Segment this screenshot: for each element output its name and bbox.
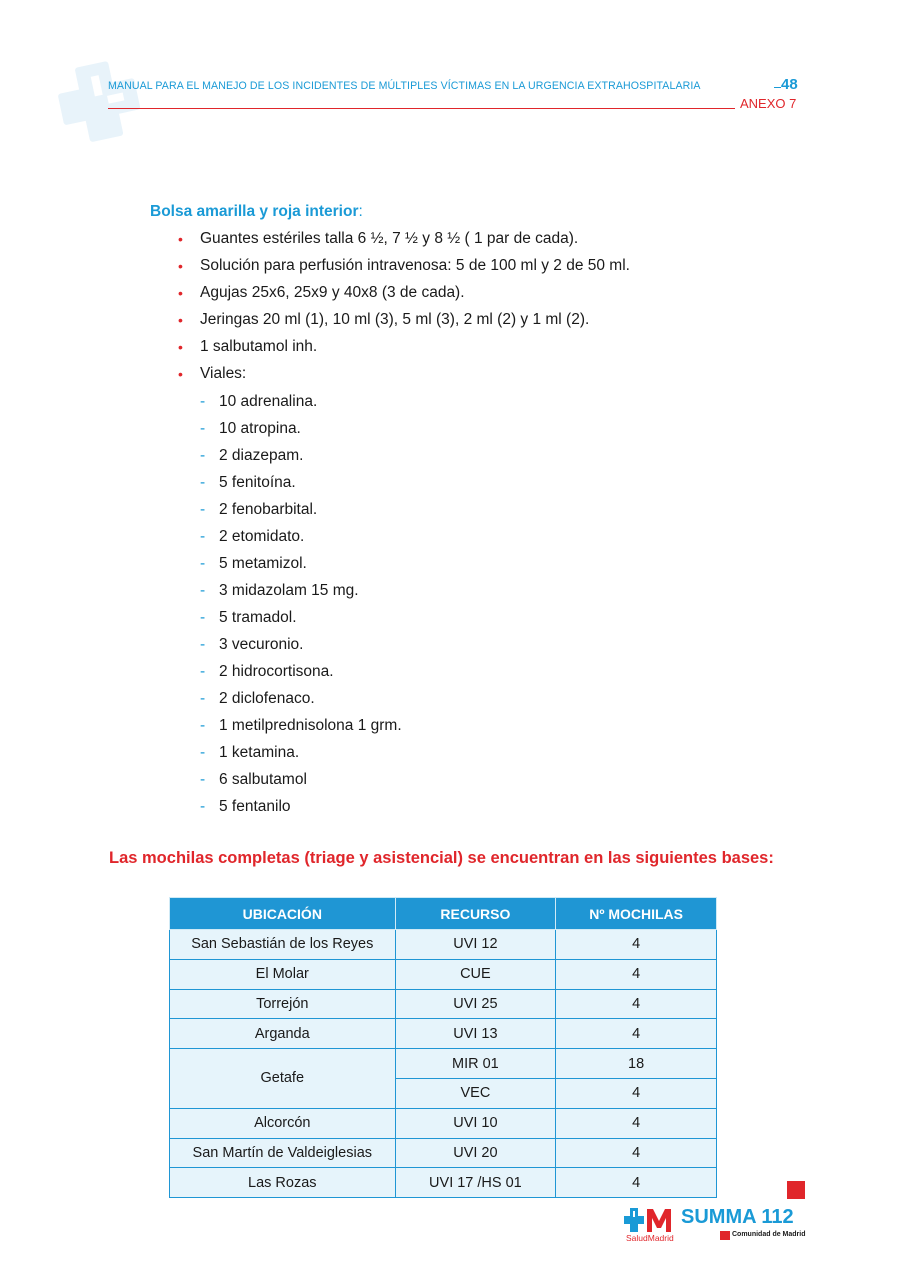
- cell-recurso: VEC: [395, 1078, 556, 1108]
- sub-list-item: [200, 769, 402, 796]
- sub-list-item-text: 2 hidrocortisona.: [219, 663, 334, 680]
- sub-list-item: [200, 607, 402, 634]
- section-heading-colon: :: [358, 203, 363, 220]
- table-row: [170, 1108, 717, 1138]
- sub-list-item: [200, 634, 402, 661]
- document-title: MANUAL PARA EL MANEJO DE LOS INCIDENTES DE MÚLTIPLES VÍCTIMAS EN LA URGENCIA EXTRAHOSPITALARIA: [108, 80, 701, 92]
- sub-list-item-text: 2 diazepam.: [219, 447, 304, 464]
- cell-recurso: UVI 25: [395, 989, 556, 1019]
- dash-icon: -: [200, 582, 206, 599]
- bullet-icon: •: [178, 339, 183, 355]
- cell-mochilas: 4: [556, 1168, 717, 1198]
- sub-list-item-text: 5 fentanilo: [219, 798, 291, 815]
- sub-list-item-text: 1 metilprednisolona 1 grm.: [219, 717, 402, 734]
- comunidad-madrid-label: Comunidad de Madrid: [732, 1231, 806, 1238]
- bullet-icon: •: [178, 312, 183, 328]
- list-item: [178, 228, 630, 255]
- list-item: [178, 282, 630, 309]
- dash-icon: -: [200, 420, 206, 437]
- header-divider: [108, 108, 735, 109]
- dash-icon: -: [200, 609, 206, 626]
- cell-ubicacion: Torrejón: [170, 989, 396, 1019]
- sub-list-item: [200, 445, 402, 472]
- list-item: [178, 363, 630, 390]
- sub-list-item-text: 5 tramadol.: [219, 609, 297, 626]
- summa-112-logo: SUMMA 112: [681, 1206, 794, 1228]
- column-header-recurso: RECURSO: [395, 898, 556, 930]
- cell-recurso: UVI 17 /HS 01: [395, 1168, 556, 1198]
- cell-recurso: CUE: [395, 959, 556, 989]
- list-item-text: Jeringas 20 ml (1), 10 ml (3), 5 ml (3), 2 ml (2) y 1 ml (2).: [200, 311, 590, 328]
- page-number-dash: [774, 87, 781, 88]
- bullet-icon: •: [178, 231, 183, 247]
- cell-ubicacion: Alcorcón: [170, 1108, 396, 1138]
- sub-list-item-text: 6 salbutamol: [219, 771, 307, 788]
- bullet-icon: •: [178, 366, 183, 382]
- list-item-text: Guantes estériles talla 6 ½, 7 ½ y 8 ½ ( 1 par de cada).: [200, 230, 579, 247]
- sub-list-item-text: 1 ketamina.: [219, 744, 300, 761]
- sub-list-item-text: 3 vecuronio.: [219, 636, 304, 653]
- dash-icon: -: [200, 501, 206, 518]
- cell-ubicacion: San Martín de Valdeiglesias: [170, 1138, 396, 1168]
- sub-list-item-text: 10 atropina.: [219, 420, 301, 437]
- dash-icon: -: [200, 393, 206, 410]
- dash-icon: -: [200, 528, 206, 545]
- sub-list-item-text: 5 metamizol.: [219, 555, 307, 572]
- sub-list-item-text: 2 etomidato.: [219, 528, 305, 545]
- table-row: [170, 1019, 717, 1049]
- sub-list-item: [200, 499, 402, 526]
- dash-icon: -: [200, 771, 206, 788]
- cell-ubicacion: El Molar: [170, 959, 396, 989]
- cell-mochilas: 4: [556, 1138, 717, 1168]
- dash-icon: -: [200, 447, 206, 464]
- table-row: [170, 1049, 717, 1079]
- cell-recurso: UVI 12: [395, 930, 556, 960]
- list-item-text: 1 salbutamol inh.: [200, 338, 318, 355]
- table-row: [170, 989, 717, 1019]
- table-row: [170, 1138, 717, 1168]
- sub-list-item-text: 2 fenobarbital.: [219, 501, 318, 518]
- cell-ubicacion: Las Rozas: [170, 1168, 396, 1198]
- cell-recurso: UVI 20: [395, 1138, 556, 1168]
- dash-icon: -: [200, 636, 206, 653]
- red-square-mark: [787, 1181, 805, 1199]
- column-header-mochilas: Nº MOCHILAS: [556, 898, 717, 930]
- sub-list-item: [200, 580, 402, 607]
- sub-list-item-text: 2 diclofenaco.: [219, 690, 315, 707]
- table-row: [170, 959, 717, 989]
- comunidad-madrid-flag-icon: [720, 1231, 730, 1240]
- table-row: [170, 930, 717, 960]
- dash-icon: -: [200, 474, 206, 491]
- cell-mochilas: 4: [556, 930, 717, 960]
- list-item-text: Agujas 25x6, 25x9 y 40x8 (3 de cada).: [200, 284, 465, 301]
- cell-ubicacion: Arganda: [170, 1019, 396, 1049]
- list-item-text: Solución para perfusión intravenosa: 5 de 100 ml y 2 de 50 ml.: [200, 257, 630, 274]
- cell-ubicacion: Getafe: [170, 1049, 396, 1109]
- page-number: 48: [781, 76, 798, 93]
- list-item-text: Viales:: [200, 365, 247, 382]
- sub-list-item: [200, 526, 402, 553]
- list-item: [178, 309, 630, 336]
- salud-madrid-logo-icon: [623, 1206, 678, 1234]
- sub-list-item: [200, 742, 402, 769]
- bullet-icon: •: [178, 285, 183, 301]
- sub-list-item: [200, 715, 402, 742]
- bullet-icon: •: [178, 258, 183, 274]
- sub-list-item: [200, 391, 402, 418]
- cell-mochilas: 4: [556, 959, 717, 989]
- column-header-ubicacion: UBICACIÓN: [170, 898, 396, 930]
- cell-recurso: UVI 10: [395, 1108, 556, 1138]
- supply-list: [178, 228, 630, 390]
- list-item: [178, 255, 630, 282]
- sub-list-item-text: 3 midazolam 15 mg.: [219, 582, 359, 599]
- dash-icon: -: [200, 798, 206, 815]
- dash-icon: -: [200, 744, 206, 761]
- annex-label: ANEXO 7: [740, 96, 797, 111]
- cell-mochilas: 4: [556, 1078, 717, 1108]
- cell-recurso: UVI 13: [395, 1019, 556, 1049]
- sub-list-item-text: 5 fenitoína.: [219, 474, 296, 491]
- list-item: [178, 336, 630, 363]
- dash-icon: -: [200, 690, 206, 707]
- sub-list-item: [200, 688, 402, 715]
- salud-madrid-label: SaludMadrid: [626, 1233, 674, 1243]
- table-row: [170, 1168, 717, 1198]
- sub-list-item: [200, 796, 402, 823]
- table-header-row: [170, 898, 717, 930]
- section-heading-text: Bolsa amarilla y roja interior: [150, 203, 359, 220]
- sub-list-item: [200, 553, 402, 580]
- cell-mochilas: 18: [556, 1049, 717, 1079]
- cell-mochilas: 4: [556, 989, 717, 1019]
- sub-list-item-text: 10 adrenalina.: [219, 393, 318, 410]
- dash-icon: -: [200, 555, 206, 572]
- sub-list-item: [200, 661, 402, 688]
- sub-list-item: [200, 472, 402, 499]
- bases-table: [169, 897, 717, 1198]
- cell-mochilas: 4: [556, 1019, 717, 1049]
- section-heading: [150, 203, 363, 221]
- cell-ubicacion: San Sebastián de los Reyes: [170, 930, 396, 960]
- viales-list: [200, 391, 402, 823]
- cell-mochilas: 4: [556, 1108, 717, 1138]
- dash-icon: -: [200, 717, 206, 734]
- bases-heading: Las mochilas completas (triage y asistencial) se encuentran en las siguientes bases:: [109, 849, 774, 867]
- sub-list-item: [200, 418, 402, 445]
- header-cross-logo-icon: [52, 55, 152, 147]
- dash-icon: -: [200, 663, 206, 680]
- cell-recurso: MIR 01: [395, 1049, 556, 1079]
